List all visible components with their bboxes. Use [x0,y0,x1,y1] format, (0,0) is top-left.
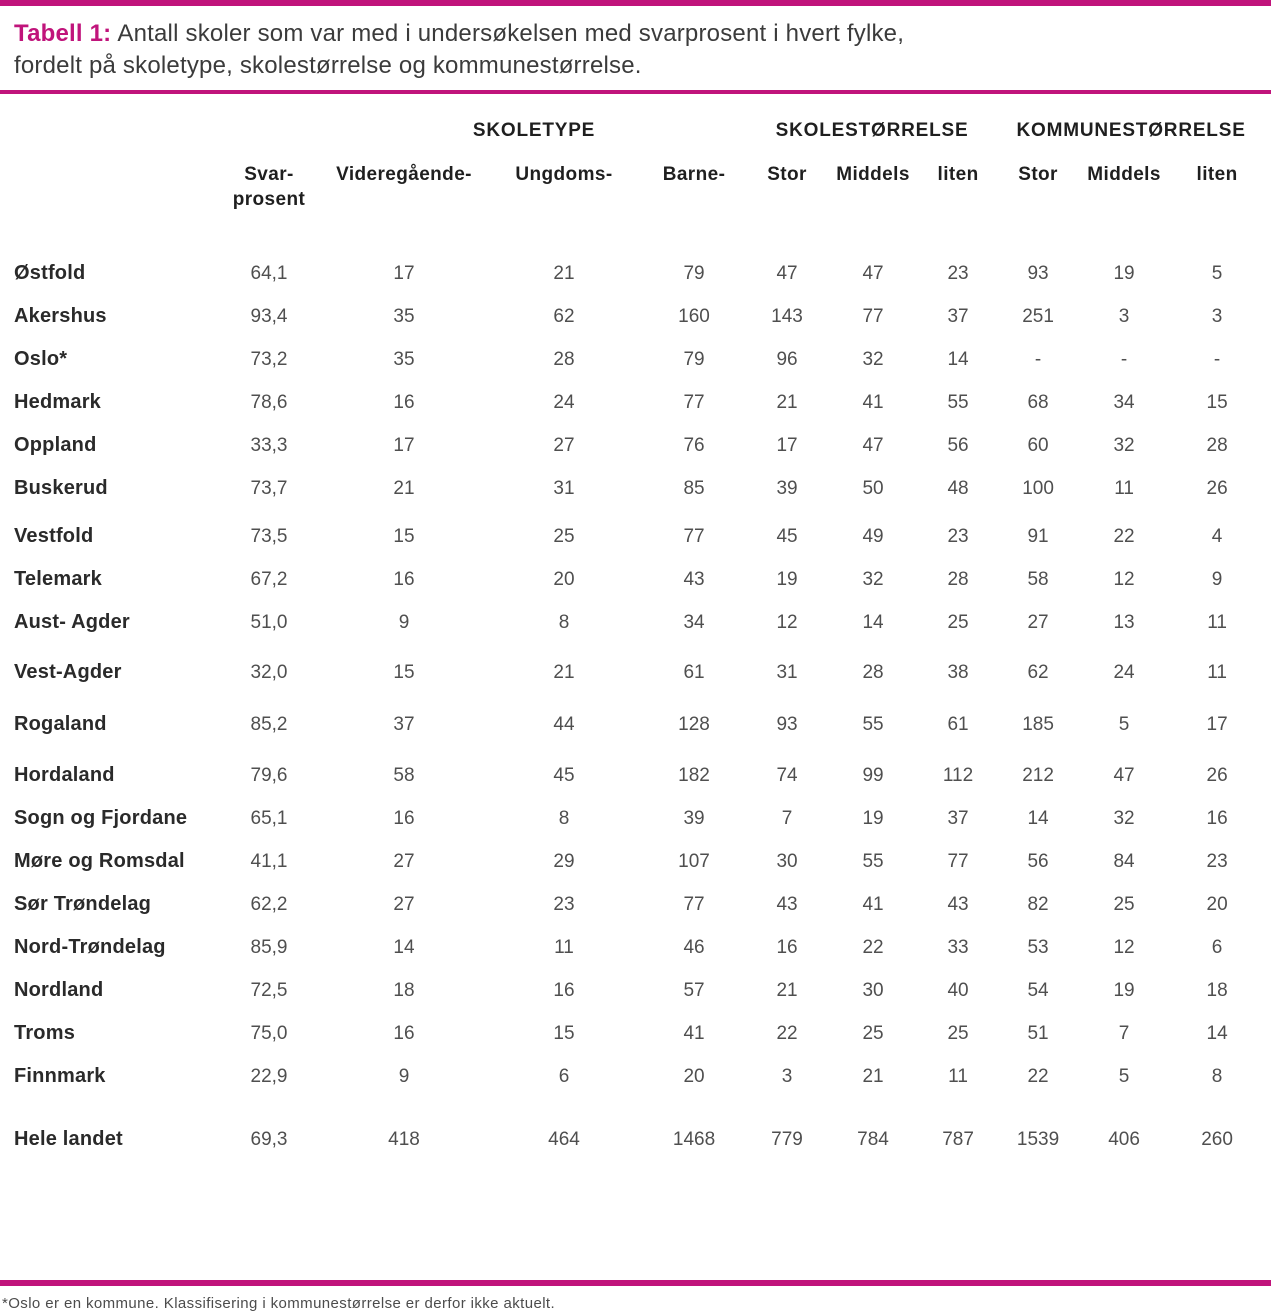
value-cell: 68 [1027,391,1049,413]
value-cell: 12 [1113,936,1135,958]
fylke-cell: Vest-Agder [14,661,122,683]
value-cell: 85,2 [250,713,288,735]
value-cell: 8 [558,611,570,633]
value-cell: 58 [393,764,415,786]
value-cell: 79 [683,348,705,370]
value-cell: 93,4 [250,305,288,327]
value-cell: 41,1 [250,850,288,872]
table-title [0,6,1271,82]
value-cell: 67,2 [250,568,288,590]
column-header-row [0,146,1262,252]
value-cell: 57 [683,979,705,1001]
value-cell: 64,1 [250,262,288,284]
fylke-cell: Nord-Trøndelag [14,936,166,958]
value-cell: 43 [776,893,798,915]
fylke-cell: Nordland [14,979,104,1001]
value-cell: 19 [776,568,798,590]
table-row [0,797,1262,840]
group-header-row [0,94,1262,146]
footnote: *Oslo er en kommune. Klassifisering i kommunestørrelse er derfor ikke aktuelt. [2,1295,556,1312]
value-cell: 51,0 [250,611,288,633]
value-cell: 3 [781,1065,793,1087]
fylke-cell: Oslo* [14,348,68,370]
value-cell: 784 [857,1128,889,1150]
value-cell: 25 [947,611,969,633]
value-cell: 34 [683,611,705,633]
table-row [0,510,1262,558]
table-title-label: Tabell 1: [14,20,112,47]
col-header-liten-skole: liten [937,164,979,185]
value-cell: 43 [683,568,705,590]
value-cell: 21 [553,661,575,683]
value-cell: 185 [1022,713,1054,735]
value-cell: 182 [678,764,710,786]
value-cell: 47 [1113,764,1135,786]
table-title-line2: fordelt på skoletype, skolestørrelse og kommunestørrelse. [14,52,642,79]
value-cell: 21 [776,979,798,1001]
value-cell: 17 [1206,713,1228,735]
col-header-middels-skole: Middels [836,164,910,185]
value-cell: 25 [947,1022,969,1044]
value-cell: 7 [1118,1022,1130,1044]
value-cell: 5 [1211,262,1223,284]
value-cell: 24 [553,391,575,413]
value-cell: 55 [862,850,884,872]
table-row [0,926,1262,969]
value-cell: 85 [683,477,705,499]
value-cell: 93 [1027,262,1049,284]
value-cell: 37 [947,807,969,829]
value-cell: 12 [776,611,798,633]
value-cell: 779 [771,1128,803,1150]
value-cell: 107 [678,850,710,872]
value-cell: 13 [1113,611,1135,633]
value-cell: 1539 [1016,1128,1060,1150]
value-cell: 11 [554,936,574,958]
value-cell: 75,0 [250,1022,288,1044]
value-cell: 16 [1206,807,1228,829]
value-cell: 62,2 [250,893,288,915]
value-cell: 49 [862,525,884,547]
value-cell: 14 [393,936,415,958]
table-row [0,694,1262,746]
value-cell: 5 [1118,713,1130,735]
col-header-barne: Barne- [662,164,726,185]
col-header-stor-kommune: Stor [1018,164,1058,185]
value-cell: 73,5 [250,525,288,547]
value-cell: 45 [553,764,575,786]
value-cell: 48 [947,477,969,499]
value-cell: 96 [776,348,798,370]
value-cell: 91 [1027,525,1049,547]
value-cell: 12 [1113,568,1135,590]
value-cell: 82 [1027,893,1049,915]
value-cell: 418 [388,1128,420,1150]
col-header-svarprosent [214,146,324,252]
value-cell: 16 [393,1022,415,1044]
value-cell: 33 [947,936,969,958]
value-cell: 44 [553,713,575,735]
table-row [0,467,1262,510]
value-cell: 54 [1027,979,1049,1001]
value-cell: 79 [683,262,705,284]
value-cell: 11 [1207,611,1227,633]
value-cell: 8 [558,807,570,829]
value-cell: 72,5 [250,979,288,1001]
value-cell: 32 [1113,434,1135,456]
value-cell: 55 [947,391,969,413]
value-cell: 79,6 [250,764,288,786]
value-cell: 29 [553,850,575,872]
value-cell: 56 [1027,850,1049,872]
value-cell: 406 [1108,1128,1140,1150]
table-row [0,558,1262,601]
value-cell: 55 [862,713,884,735]
value-cell: 16 [553,979,575,1001]
value-cell: 22 [1027,1065,1049,1087]
value-cell: 22 [776,1022,798,1044]
value-cell: 3 [1118,305,1130,327]
value-cell: 23 [947,262,969,284]
value-cell: 77 [862,305,884,327]
value-cell: 24 [1113,661,1135,683]
table-row [0,883,1262,926]
value-cell: 61 [683,661,705,683]
value-cell: 19 [1113,979,1135,1001]
value-cell: 160 [678,305,710,327]
table-row [0,424,1262,467]
value-cell: 62 [1027,661,1049,683]
value-cell: 45 [776,525,798,547]
value-cell: 43 [947,893,969,915]
fylke-cell: Hele landet [14,1128,123,1150]
value-cell: 11 [1207,661,1227,683]
value-cell: 9 [398,611,410,633]
value-cell: 39 [776,477,798,499]
value-cell: 85,9 [250,936,288,958]
value-cell: 5 [1118,1065,1130,1087]
value-cell: 15 [393,525,415,547]
value-cell: 35 [393,348,415,370]
table-title-line1: Antall skoler som var med i undersøkelsen med svarprosent i hvert fylke, [117,20,905,47]
value-cell: - [1120,348,1128,370]
table-row [0,1012,1262,1055]
value-cell: 84 [1113,850,1135,872]
value-cell: 16 [393,391,415,413]
value-cell: 16 [776,936,798,958]
value-cell: 51 [1027,1022,1049,1044]
fylke-cell: Telemark [14,568,102,590]
value-cell: 21 [553,262,575,284]
fylke-cell: Vestfold [14,525,94,547]
value-cell: 30 [776,850,798,872]
value-cell: 22 [1113,525,1135,547]
value-cell: 69,3 [250,1128,288,1150]
col-header-middels-kommune: Middels [1087,164,1161,185]
value-cell: 74 [776,764,798,786]
value-cell: 32 [1113,807,1135,829]
value-cell: 73,2 [250,348,288,370]
value-cell: 17 [393,262,415,284]
table-row [0,295,1262,338]
group-header-skoletype: SKOLETYPE [472,120,596,141]
value-cell: 34 [1113,391,1135,413]
value-cell: 19 [862,807,884,829]
table-row [0,381,1262,424]
value-cell: 93 [776,713,798,735]
data-table [0,94,1262,1161]
value-cell: 17 [776,434,798,456]
value-cell: 31 [553,477,575,499]
value-cell: 23 [947,525,969,547]
value-cell: 787 [942,1128,974,1150]
group-header-kommunestorrelse: KOMMUNESTØRRELSE [1016,120,1246,141]
value-cell: 20 [683,1065,705,1087]
value-cell: 8 [1211,1065,1223,1087]
col-header-videregaende: Videregående- [336,164,472,185]
value-cell: 21 [862,1065,884,1087]
value-cell: 32 [862,568,884,590]
value-cell: 21 [393,477,415,499]
value-cell: 61 [947,713,969,735]
value-cell: 32 [862,348,884,370]
fylke-cell: Hedmark [14,391,101,413]
value-cell: 38 [947,661,969,683]
fylke-cell: Akershus [14,305,107,327]
table-row [0,746,1262,797]
value-cell: 60 [1027,434,1049,456]
fylke-cell: Møre og Romsdal [14,850,185,872]
col-header-svarprosent-line2: prosent [232,189,306,210]
value-cell: 99 [862,764,884,786]
value-cell: 100 [1022,477,1054,499]
value-cell: 28 [862,661,884,683]
value-cell: 22 [862,936,884,958]
col-header-liten-kommune: liten [1196,164,1238,185]
value-cell: 3 [1211,305,1223,327]
value-cell: 16 [393,568,415,590]
value-cell: 18 [1206,979,1228,1001]
value-cell: 78,6 [250,391,288,413]
value-cell: 62 [553,305,575,327]
value-cell: 46 [683,936,705,958]
fylke-cell: Sør Trøndelag [14,893,152,915]
value-cell: 37 [947,305,969,327]
col-header-svarprosent-line1: Svar- [244,164,294,185]
value-cell: 77 [683,893,705,915]
table-row [0,644,1262,694]
value-cell: 15 [393,661,415,683]
value-cell: 464 [548,1128,580,1150]
value-cell: 19 [1113,262,1135,284]
value-cell: 9 [398,1065,410,1087]
group-header-skolestorrelse: SKOLESTØRRELSE [775,120,969,141]
value-cell: 21 [776,391,798,413]
table-row [0,969,1262,1012]
value-cell: 14 [862,611,884,633]
value-cell: 41 [862,391,884,413]
table-row [0,252,1262,295]
fylke-cell: Østfold [14,262,86,284]
table-row [0,601,1262,644]
value-cell: 7 [781,807,793,829]
col-header-stor-skole: Stor [767,164,807,185]
value-cell: 47 [862,434,884,456]
value-cell: 50 [862,477,884,499]
value-cell: 22,9 [250,1065,288,1087]
value-cell: 28 [553,348,575,370]
total-row [0,1098,1262,1161]
value-cell: 65,1 [250,807,288,829]
value-cell: 6 [1211,936,1223,958]
value-cell: 53 [1027,936,1049,958]
col-header-fylke-empty [0,146,214,252]
value-cell: 14 [947,348,969,370]
value-cell: 14 [1027,807,1049,829]
value-cell: 251 [1022,305,1054,327]
value-cell: 41 [862,893,884,915]
value-cell: 14 [1206,1022,1228,1044]
value-cell: 39 [683,807,705,829]
value-cell: 6 [558,1065,570,1087]
value-cell: 212 [1022,764,1054,786]
table-row [0,338,1262,381]
value-cell: 28 [947,568,969,590]
value-cell: 77 [947,850,969,872]
value-cell: 20 [553,568,575,590]
value-cell: 35 [393,305,415,327]
fylke-cell: Hordaland [14,764,115,786]
table-row [0,1055,1262,1098]
value-cell: 11 [948,1065,968,1087]
value-cell: 76 [683,434,705,456]
table-row [0,840,1262,883]
value-cell: 11 [1114,477,1134,499]
value-cell: 23 [553,893,575,915]
value-cell: 26 [1206,477,1228,499]
fylke-cell: Finnmark [14,1065,106,1087]
value-cell: 27 [553,434,575,456]
group-header-empty [0,94,324,146]
value-cell: 128 [678,713,710,735]
value-cell: 25 [862,1022,884,1044]
value-cell: 27 [393,850,415,872]
table-body [0,252,1262,1161]
col-header-ungdoms: Ungdoms- [515,164,613,185]
value-cell: 20 [1206,893,1228,915]
value-cell: 31 [776,661,798,683]
value-cell: 18 [393,979,415,1001]
table-title-line1-wrap [14,18,1255,50]
value-cell: 27 [393,893,415,915]
value-cell: 9 [1211,568,1223,590]
value-cell: 33,3 [250,434,288,456]
value-cell: 32,0 [250,661,288,683]
value-cell: 1468 [672,1128,716,1150]
value-cell: 47 [862,262,884,284]
value-cell: 30 [862,979,884,1001]
value-cell: - [1034,348,1042,370]
fylke-cell: Sogn og Fjordane [14,807,188,829]
fylke-cell: Buskerud [14,477,108,499]
fylke-cell: Oppland [14,434,97,456]
value-cell: 17 [393,434,415,456]
value-cell: 260 [1201,1128,1233,1150]
value-cell: 56 [947,434,969,456]
value-cell: 58 [1027,568,1049,590]
value-cell: 41 [683,1022,705,1044]
value-cell: 47 [776,262,798,284]
value-cell: 26 [1206,764,1228,786]
fylke-cell: Aust- Agder [14,611,130,633]
value-cell: - [1213,348,1221,370]
value-cell: 15 [1206,391,1228,413]
value-cell: 40 [947,979,969,1001]
fylke-cell: Troms [14,1022,76,1044]
value-cell: 15 [553,1022,575,1044]
value-cell: 112 [942,764,974,786]
value-cell: 25 [553,525,575,547]
value-cell: 4 [1211,525,1223,547]
value-cell: 73,7 [250,477,288,499]
value-cell: 37 [393,713,415,735]
value-cell: 23 [1206,850,1228,872]
value-cell: 27 [1027,611,1049,633]
value-cell: 16 [393,807,415,829]
value-cell: 28 [1206,434,1228,456]
value-cell: 143 [771,305,803,327]
fylke-cell: Rogaland [14,713,107,735]
value-cell: 77 [683,525,705,547]
value-cell: 25 [1113,893,1135,915]
value-cell: 77 [683,391,705,413]
